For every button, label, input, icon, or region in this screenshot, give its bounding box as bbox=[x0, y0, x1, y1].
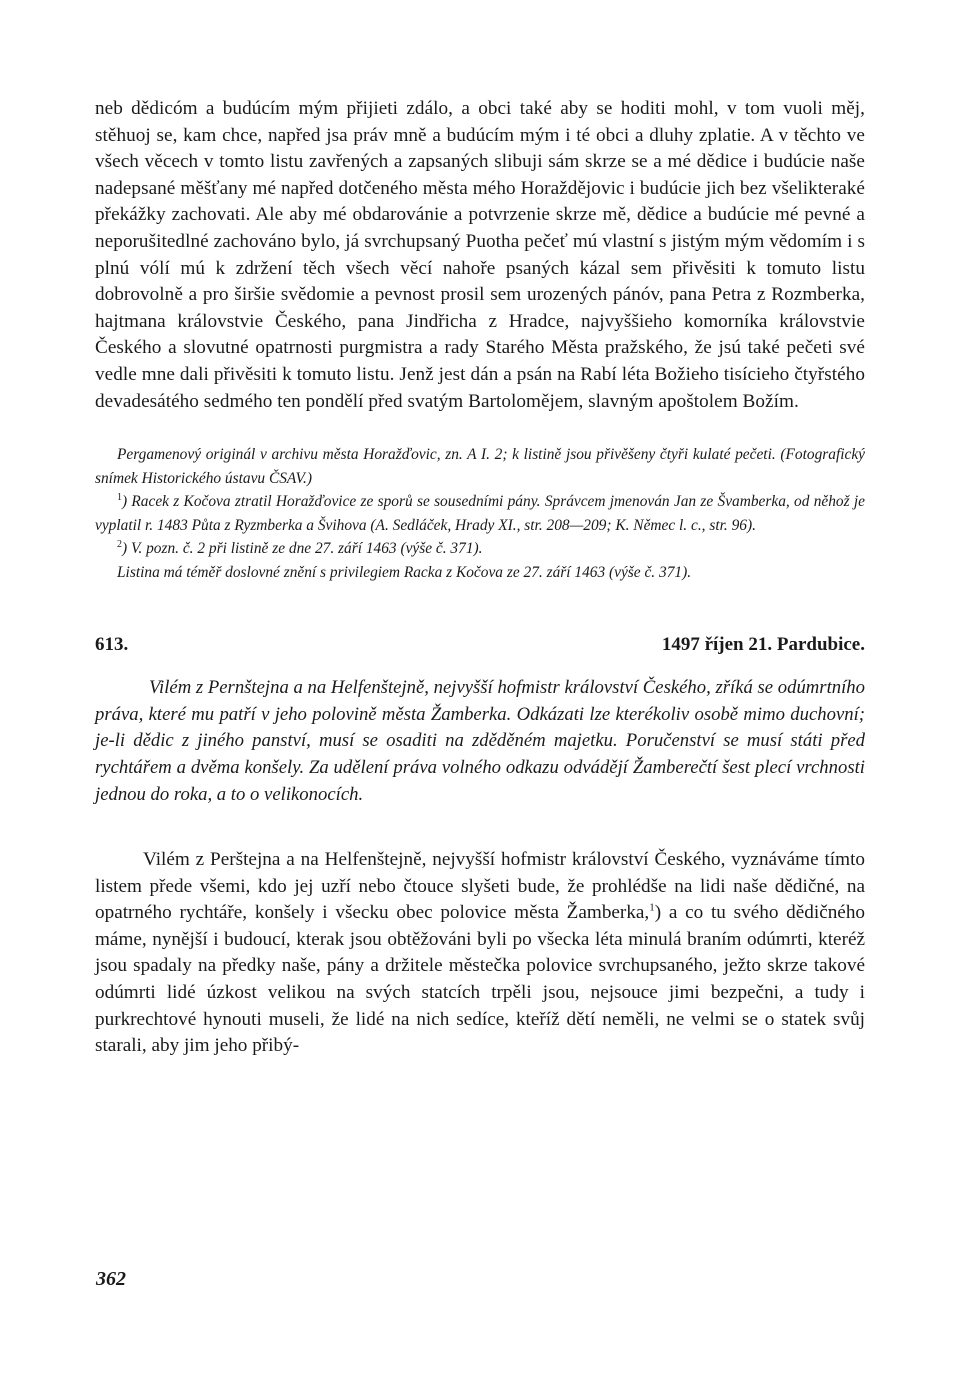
remark-note: Listina má téměř doslovné znění s privilegiem Racka z Kočova ze 27. září 1463 (výše č. 371). bbox=[117, 563, 692, 581]
footnote-1-mark: 1 bbox=[117, 492, 122, 503]
footnote-2-mark: 2 bbox=[117, 539, 122, 550]
entry-date-place: 1497 říjen 21. Pardubice. bbox=[661, 634, 865, 656]
document-page bbox=[95, 96, 865, 1060]
charter-footnote-mark: 1 bbox=[649, 901, 655, 914]
source-note: Pergamenový originál v archivu města Horažďovic, zn. A I. 2; k listině jsou přivěšeny čtyři kulaté pečeti. (Fotografický snímek Historického ústavu ČSAV.) bbox=[95, 446, 865, 487]
editorial-notes bbox=[95, 443, 865, 584]
charter-text-part-a: Vilém z Perštejna a na Helfenštejně, nejvyšší hofmistr království Českého, vyznáváme tímto listem přede všemi, kdo jej uzří nebo čtouce slyšeti bude, že prohlédše na lidi naše dědičné, na opatrného rychtáře, konšely i všecku obec polovice města Žamberka, bbox=[95, 849, 865, 924]
charter-paragraph bbox=[95, 847, 865, 1060]
entry-summary bbox=[95, 675, 865, 808]
entry-text bbox=[95, 847, 865, 1060]
charter-text-part-b: ) a co tu svého dědičného máme, nynější i budoucí, kterak jsou obtěžováni byli po všecka léta minulá braním odúmrti, kteréž jsou spadaly na předky naše, pány a držitele městečka polovice svrchupsaného, ježto skrze takové odúmrti lidé úzkost velikou na svých statcích trpěli jsou, nejsouce jimi bezpečni, a tudy i purkrechtové hynouti museli, že lidé na nich sedíce, kteříž dětí neměli, ne velmi se o statek svůj starali, aby jim jeho přibý- bbox=[95, 902, 866, 1057]
footnote-2 bbox=[95, 537, 865, 561]
entry-heading bbox=[95, 632, 865, 658]
previous-charter-ending bbox=[95, 96, 865, 415]
footnote-2-text: ) V. pozn. č. 2 při listině ze dne 27. září 1463 (výše č. 371). bbox=[122, 540, 483, 558]
footnote-1 bbox=[95, 490, 865, 537]
continuation-paragraph: neb dědicóm a budúcím mým přijieti zdálo, a obci také aby se hoditi mohl, v tom vuoli měj, stěhuoj se, kam chce, napřed jsa práv mně a budúcím mým i té obci a dluhy zplatie. A v těchto ve všech věcech v tomto listu zavřených a zapsaných slibuji sám skrze se a mé dědice i budúcie naše nadepsané měšťany mé napřed dotčeného města mého Horaždějovic i budúcie jich bez všelikteraké překážky zachovati. Ale aby mé obdarovánie a potvrzenie skrze mě, dědice a budúcie mé pevné a neporušitedlné zachováno bylo, já svrchupsaný Puotha pečeť mú vlastní s jistým mým vědomím i s plnú vólí mú k zdržení těch všech věcí nahoře psaných kázal sem přivěsiti k tomuto listu dobrovolně a pro širšie svědomie a pevnost prosil sem urozených pánóv, pana Petra z Rozmberka, hajtmana královstvie Českého, pana Jindřicha z Hradce, najvyššieho komorníka královstvie Českého a slovutné opatrnosti purgmistra a rady Starého Města pražského, že jsú také pečeti své vedle mne dali přivěsiti k tomuto listu. Jenž jest dán a psán na Rabí léta Božieho tisícieho čtyřstého devadesátého sedmého ten pondělí před svatým Bartoloměјem, slavným apoštolem Božím. bbox=[95, 98, 865, 412]
entry-number: 613. bbox=[95, 634, 129, 656]
footnote-1-text: ) Racek z Kočova ztratil Horažďovice ze sporů se sousedními pány. Správcem jmenován Jan ze Švamberka, od něhož je vyplatil r. 1483 Půta z Ryzmberka a Švihova (A. Sedláček, Hrady XI., str. 208—209; K. Němec l. c., str. 96). bbox=[95, 493, 865, 534]
page-number: 362 bbox=[96, 1268, 126, 1290]
summary-paragraph: Vilém z Pernštejna a na Helfenštejně, nejvyšší hofmistr království Českého, zříká se odúmrtního práva, které mu patří v jeho polovině města Žamberka. Odkázati lze kterékoliv osobě mimo duchovní; je-li dědic z jiného panství, musí se osaditi na zděděném majetku. Poručenství se musí státi před rychtářem a dvěma konšely. Za udělení práva volného odkazu odvádějí Žamberečtí šest plecí vrchnosti jednou do roka, a to o velikonocích. bbox=[95, 677, 865, 805]
